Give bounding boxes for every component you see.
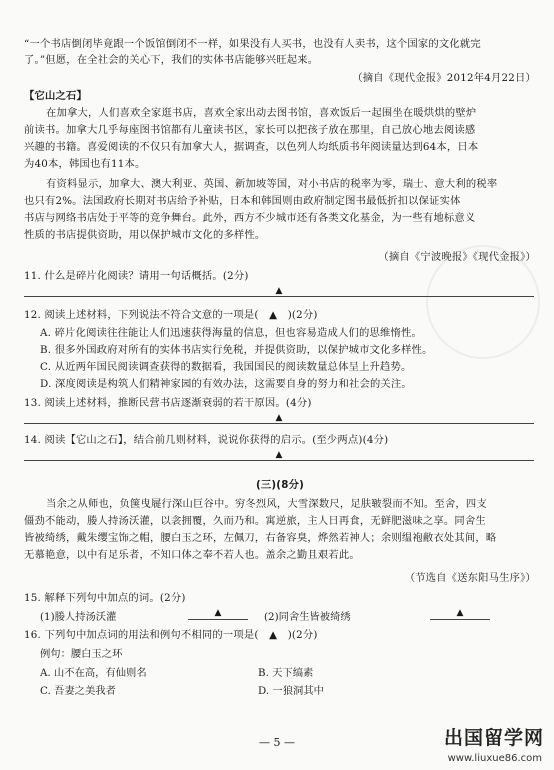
- q15-answer-blank-1[interactable]: [188, 606, 248, 620]
- q15-text: 15. 解释下列句中加点的词。(2分): [24, 592, 186, 604]
- para2-line1: 有资料显示，加拿大、澳大利亚、英国、新加坡等国，对小书店的税率为零，瑞士、意大利的税率: [46, 178, 498, 190]
- para1-line2: 前读书。加拿大几乎每座图书馆都有儿童读书区，家长可以把孩子放在那里，自己放心地去阅读感: [24, 124, 476, 136]
- para2-line2: 也只有2%。法国政府长期对书店给予补贴，日本和韩国则由政府制定图书最低折扣以保证实体: [24, 195, 461, 207]
- q12-option-b[interactable]: B. 很多外国政府对所有的实体书店实行免税，并提供资助，以保护城市文化多样性。: [40, 344, 433, 356]
- classical-line1: 当余之从师也，负箧曳屣行深山巨谷中。穷冬烈风，大雪深数尺，足肤皲裂而不知。至舍，四支: [46, 498, 487, 510]
- q12-stem: 12. 阅读上述材料，下列说法不符合文意的一项是( ▲ )(2分): [24, 309, 318, 321]
- q15-item2: (2)同舍生皆被绮绣: [264, 611, 351, 623]
- answer-rule: [24, 460, 534, 461]
- q14-answer-line[interactable]: [24, 450, 534, 464]
- answer-marker: ▲: [456, 608, 464, 618]
- q12-option-c[interactable]: C. 从近两年国民阅读调查获得的数据看，我国国民的阅读数量总体呈上升趋势。: [40, 361, 412, 373]
- answer-marker: ▲: [275, 450, 283, 460]
- q16-stem: 16. 下列句中加点词的用法和例句不相同的一项是( ▲ )(2分): [24, 629, 318, 641]
- q13-answer-line[interactable]: [24, 413, 534, 427]
- watermark-brand-logo: 出国留学网: [443, 727, 544, 749]
- q16-option-a[interactable]: A. 山不在高，有仙则名: [40, 667, 147, 679]
- classical-line2: 僵劲不能动，媵人持汤沃灌，以衾拥覆，久而乃和。寓逆旅，主人日再食，无鲜肥滋味之享。同舍生: [24, 515, 486, 527]
- quote-line-2: 了。”但愿，在全社会的关心下，我们的实体书店能够兴旺起来。: [24, 54, 319, 66]
- para2-source: （摘自《宁波晚报》《现代金报》）: [378, 251, 536, 263]
- classical-source: （节选自《送东阳马生序》）: [404, 572, 536, 584]
- q16-option-c[interactable]: C. 吾妻之美我者: [40, 685, 116, 697]
- para1-line4: 为40本，韩国也有11本。: [24, 158, 146, 170]
- q12-option-a[interactable]: A. 碎片化阅读往往能让人们迅速获得海量的信息，但也容易造成人们的思维惰性。: [40, 327, 422, 339]
- q15-item1: (1)媵人持汤沃灌: [40, 611, 117, 623]
- quote-line-1: “一个书店倒闭毕竟跟一个饭馆倒闭不一样，如果没有人买书，也没有人卖书，这个国家的文化就完: [24, 38, 481, 50]
- q11-text: 11. 什么是碎片化阅读？请用一句话概括。(2分): [24, 270, 249, 282]
- answer-rule: [24, 296, 534, 297]
- answer-marker: ▲: [275, 286, 283, 296]
- q16-option-d[interactable]: D. 一狼洞其中: [258, 685, 324, 697]
- q13-text: 13. 阅读上述材料，推断民营书店逐渐衰弱的若干原因。(4分): [24, 397, 312, 409]
- q15-answer-blank-2[interactable]: [430, 606, 490, 620]
- answer-rule: [24, 423, 534, 424]
- watermark-url: www.liuxue86.com: [447, 753, 542, 764]
- para1-line1: 在加拿大，人们喜欢全家逛书店，喜欢全家出动去图书馆，喜欢饭后一起围坐在暖烘烘的壁炉: [46, 107, 477, 119]
- quote-source: （摘自《现代金报》2012年4月22日）: [352, 72, 536, 84]
- classical-line3: 皆被绮绣，戴朱缨宝饰之帽，腰白玉之环，左佩刀，右备容臭，烨然若神人；余则缊袍敝衣处其间，略: [24, 532, 497, 544]
- para2-line3: 书店与网络书店处于平等的竞争舞台。此外，西方不少城市还有各类文化基金，为一些有地标意义: [24, 212, 476, 224]
- answer-marker: ▲: [275, 413, 283, 423]
- answer-marker: ▲: [214, 608, 222, 618]
- page-number: — 5 —: [259, 736, 295, 749]
- q14-text: 14. 阅读【它山之石】，结合前几则材料，说说你获得的启示。(至少两点)(4分): [24, 434, 389, 446]
- para2-line4: 性质的书店提供资助，用以保护城市文化的多样性。: [24, 229, 266, 241]
- q16-example: 例句：腰白玉之环: [40, 648, 123, 660]
- para1-line3: 兴趣的书籍。喜爱阅读的不仅只有加拿大人，据调查，以色列人均纸质书年阅读量达到64本，日本: [24, 141, 479, 153]
- section3-title: (三)(8分): [256, 479, 304, 491]
- classical-line4: 无慕艳意，以中有足乐者，不知口体之奉不若人也。盖余之勤且艰若此。: [24, 549, 360, 561]
- q12-option-d[interactable]: D. 深度阅读是构筑人们精神家园的有效办法，这需要自身的努力和社会的关注。: [40, 378, 412, 390]
- section-title: 【它山之石】: [24, 90, 87, 102]
- q16-option-b[interactable]: B. 天下缟素: [258, 667, 314, 679]
- q11-answer-line[interactable]: [24, 286, 534, 300]
